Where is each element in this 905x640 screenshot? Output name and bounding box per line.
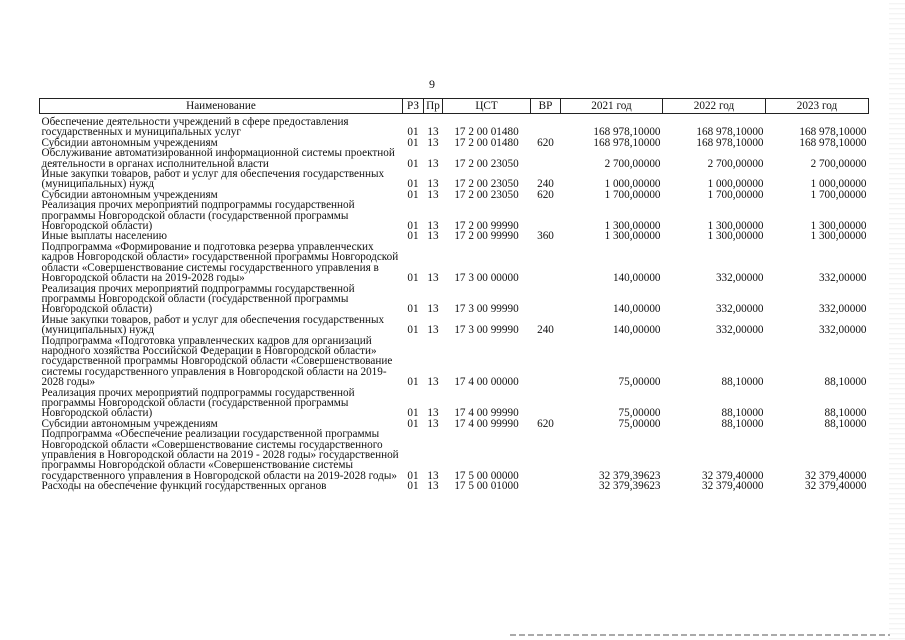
row-pr: 13 bbox=[427, 303, 439, 316]
row-pr: 13 bbox=[427, 417, 439, 430]
scan-edge-noise bbox=[889, 0, 905, 640]
row-2021: 75,00000 bbox=[618, 417, 661, 430]
row-2021: 32 379,39623 bbox=[598, 480, 661, 493]
table-row bbox=[40, 284, 869, 315]
row-cst: 17 2 00 01480 bbox=[454, 136, 519, 149]
header-vr: ВР bbox=[531, 99, 561, 114]
row-cst: 17 5 00 01000 bbox=[454, 480, 519, 493]
row-2021: 168 978,10000 bbox=[593, 136, 661, 149]
header-2022: 2022 год bbox=[663, 99, 766, 114]
row-2021: 75,00000 bbox=[618, 376, 661, 389]
table-header-row bbox=[40, 99, 869, 114]
row-cst: 17 3 00 99990 bbox=[454, 303, 519, 316]
row-vr: 240 bbox=[537, 324, 554, 337]
row-2021: 1 300,00000 bbox=[604, 220, 661, 233]
row-vr bbox=[531, 148, 561, 169]
table-row bbox=[40, 388, 869, 419]
row-rz: 01 bbox=[407, 417, 419, 430]
row-name: Обслуживание автоматизированной информационной системы проектной деятельности в органах исполнительной власти bbox=[41, 147, 395, 170]
table-row bbox=[40, 200, 869, 231]
row-2022: 88,10000 bbox=[721, 407, 764, 420]
row-2021: 32 379,39623 bbox=[598, 469, 661, 482]
row-cst: 17 2 00 99990 bbox=[454, 220, 519, 233]
row-rz: 01 bbox=[407, 157, 419, 170]
row-2021: 1 000,00000 bbox=[604, 178, 661, 191]
row-vr bbox=[531, 481, 561, 491]
row-rz: 01 bbox=[407, 230, 419, 243]
row-rz: 01 bbox=[407, 303, 419, 316]
header-name: Наименование bbox=[40, 99, 403, 114]
page-number: 9 bbox=[429, 77, 435, 91]
row-2021: 2 700,00000 bbox=[604, 157, 661, 170]
row-2021: 1 700,00000 bbox=[604, 188, 661, 201]
row-name: Иные закупки товаров, работ и услуг для обеспечения государственных (муниципальных) нужд bbox=[41, 313, 385, 337]
row-rz: 01 bbox=[407, 126, 419, 139]
row-2021: 140,00000 bbox=[612, 272, 661, 285]
row-2023: 1 000,00000 bbox=[810, 178, 867, 191]
row-name: Подпрограмма «Обеспечение реализации государственной программы Новгородской области «Совершенствование системы государственного управления в Новгородской области на 2019 - 2028 годы» государственной программы Новгородской области «Совершенствование системы государственного управления в Новгородской области на 2019-2028 годы» bbox=[41, 428, 399, 482]
row-pr: 13 bbox=[427, 272, 439, 285]
row-pr: 13 bbox=[427, 188, 439, 201]
table-row bbox=[40, 315, 869, 336]
row-2023: 332,00000 bbox=[818, 324, 867, 337]
row-cst: 17 4 00 99990 bbox=[454, 407, 519, 420]
table-row bbox=[40, 148, 869, 169]
row-2022: 2 700,00000 bbox=[707, 157, 764, 170]
row-2023: 1 300,00000 bbox=[810, 230, 867, 243]
table-row bbox=[40, 169, 869, 190]
budget-table bbox=[39, 98, 869, 492]
row-vr: 620 bbox=[537, 136, 554, 149]
row-cst: 17 3 00 00000 bbox=[454, 272, 519, 285]
row-2022: 332,00000 bbox=[715, 272, 764, 285]
row-pr: 13 bbox=[427, 220, 439, 233]
row-rz: 01 bbox=[407, 136, 419, 149]
table-row bbox=[40, 114, 869, 138]
row-vr bbox=[531, 388, 561, 419]
row-vr: 620 bbox=[537, 417, 554, 430]
header-2021: 2021 год bbox=[561, 99, 663, 114]
row-name: Субсидии автономным учреждениям bbox=[41, 417, 218, 430]
table-row bbox=[40, 429, 869, 481]
row-2023: 32 379,40000 bbox=[804, 469, 867, 482]
row-vr bbox=[531, 336, 561, 388]
row-name: Реализация прочих мероприятий подпрограммы государственной программы Новгородской области (государственной программы Новгородской области) bbox=[41, 199, 355, 233]
row-vr: 240 bbox=[537, 178, 554, 191]
row-2023: 1 300,00000 bbox=[810, 220, 867, 233]
row-rz: 01 bbox=[407, 178, 419, 191]
row-pr: 13 bbox=[427, 469, 439, 482]
row-2021: 75,00000 bbox=[618, 407, 661, 420]
row-2022: 168 978,10000 bbox=[696, 126, 764, 139]
row-pr: 13 bbox=[427, 126, 439, 139]
row-2022: 32 379,40000 bbox=[701, 480, 764, 493]
row-vr bbox=[531, 242, 561, 284]
row-2023: 1 700,00000 bbox=[810, 188, 867, 201]
row-rz: 01 bbox=[407, 272, 419, 285]
row-rz: 01 bbox=[407, 407, 419, 420]
table-row bbox=[40, 336, 869, 388]
row-name: Иные выплаты населению bbox=[41, 230, 167, 243]
row-cst: 17 2 00 99990 bbox=[454, 230, 519, 243]
row-2022: 88,10000 bbox=[721, 376, 764, 389]
row-cst: 17 4 00 99990 bbox=[454, 417, 519, 430]
header-2023: 2023 год bbox=[766, 99, 869, 114]
row-vr bbox=[531, 114, 561, 138]
row-rz: 01 bbox=[407, 376, 419, 389]
row-cst: 17 4 00 00000 bbox=[454, 376, 519, 389]
row-name: Подпрограмма «Подготовка управленческих кадров для организаций народного хозяйства Российской Федерации в Новгородской области» государственной программы Новгородской области «Совершенствование системы государственного управления в Новгородской области на 2019-2028 годы» bbox=[41, 334, 393, 389]
row-name: Иные закупки товаров, работ и услуг для обеспечения государственных (муниципальных) нужд bbox=[41, 168, 385, 191]
table-row bbox=[40, 242, 869, 284]
row-2023: 88,10000 bbox=[824, 407, 867, 420]
row-cst: 17 5 00 00000 bbox=[454, 469, 519, 482]
row-name: Обеспечение деятельности учреждений в сфере предоставления государственных и муниципальных услуг bbox=[41, 116, 349, 139]
row-rz: 01 bbox=[407, 469, 419, 482]
row-2023: 2 700,00000 bbox=[810, 157, 867, 170]
row-pr: 13 bbox=[427, 407, 439, 420]
row-name: Реализация прочих мероприятий подпрограммы государственной программы Новгородской области (государственной программы Новгородской области) bbox=[41, 386, 355, 420]
row-vr bbox=[531, 429, 561, 481]
row-2022: 1 300,00000 bbox=[707, 230, 764, 243]
row-2022: 1 300,00000 bbox=[707, 220, 764, 233]
row-name: Подпрограмма «Формирование и подготовка резерва управленческих кадров Новгородской области» государственной программы Новгородской области «Совершенствование системы государственного управления в Новгородской области на 2019-2028 годы» bbox=[41, 240, 399, 285]
row-2021: 168 978,10000 bbox=[593, 126, 661, 139]
row-2023: 332,00000 bbox=[818, 272, 867, 285]
row-pr: 13 bbox=[427, 136, 439, 149]
row-2023: 88,10000 bbox=[824, 417, 867, 430]
row-name: Субсидии автономным учреждениям bbox=[41, 188, 218, 201]
row-2023: 332,00000 bbox=[818, 303, 867, 316]
row-pr: 13 bbox=[427, 178, 439, 191]
row-vr: 360 bbox=[537, 230, 554, 243]
row-vr bbox=[531, 284, 561, 315]
row-vr bbox=[531, 200, 561, 231]
scan-bottom-noise bbox=[510, 634, 890, 636]
row-cst: 17 3 00 99990 bbox=[454, 324, 519, 337]
row-rz: 01 bbox=[407, 188, 419, 201]
row-2022: 1 000,00000 bbox=[707, 178, 764, 191]
row-2023: 168 978,10000 bbox=[799, 126, 867, 139]
row-name: Расходы на обеспечение функций государственных органов bbox=[41, 480, 327, 493]
row-2022: 88,10000 bbox=[721, 417, 764, 430]
header-rz: РЗ bbox=[403, 99, 424, 114]
row-vr: 620 bbox=[537, 188, 554, 201]
row-2022: 32 379,40000 bbox=[701, 469, 764, 482]
row-cst: 17 2 00 23050 bbox=[454, 188, 519, 201]
row-2022: 168 978,10000 bbox=[696, 136, 764, 149]
row-2022: 332,00000 bbox=[715, 324, 764, 337]
row-2022: 1 700,00000 bbox=[707, 188, 764, 201]
row-cst: 17 2 00 23050 bbox=[454, 178, 519, 191]
table-row bbox=[40, 481, 869, 491]
row-2021: 1 300,00000 bbox=[604, 230, 661, 243]
row-pr: 13 bbox=[427, 480, 439, 493]
row-rz: 01 bbox=[407, 324, 419, 337]
row-2022: 332,00000 bbox=[715, 303, 764, 316]
row-pr: 13 bbox=[427, 230, 439, 243]
row-2021: 140,00000 bbox=[612, 324, 661, 337]
row-rz: 01 bbox=[407, 480, 419, 493]
row-2023: 32 379,40000 bbox=[804, 480, 867, 493]
row-pr: 13 bbox=[427, 376, 439, 389]
row-pr: 13 bbox=[427, 324, 439, 337]
row-name: Субсидии автономным учреждениям bbox=[41, 136, 218, 149]
row-2023: 88,10000 bbox=[824, 376, 867, 389]
row-cst: 17 2 00 01480 bbox=[454, 126, 519, 139]
row-pr: 13 bbox=[427, 157, 439, 170]
row-2023: 168 978,10000 bbox=[799, 136, 867, 149]
header-pr: Пр bbox=[424, 99, 443, 114]
row-2021: 140,00000 bbox=[612, 303, 661, 316]
header-cst: ЦСТ bbox=[443, 99, 531, 114]
row-name: Реализация прочих мероприятий подпрограммы государственной программы Новгородской области (государственной программы Новгородской области) bbox=[41, 282, 355, 316]
row-cst: 17 2 00 23050 bbox=[454, 157, 519, 170]
row-rz: 01 bbox=[407, 220, 419, 233]
